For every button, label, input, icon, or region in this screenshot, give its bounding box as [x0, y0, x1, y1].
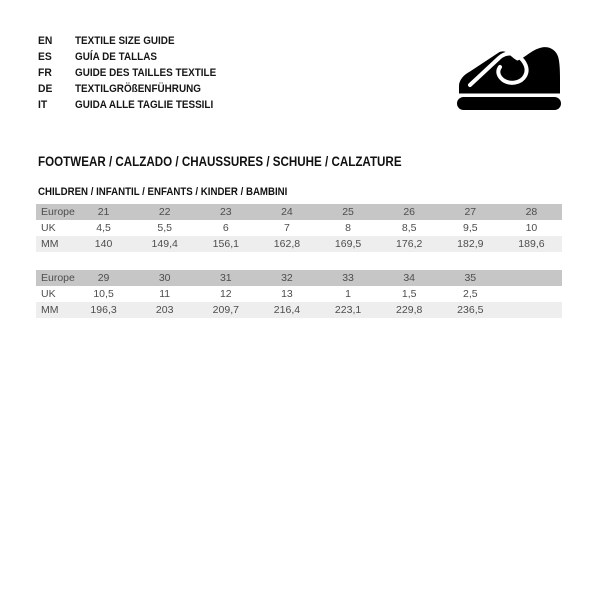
language-row-de — [38, 81, 232, 97]
size-cell: 8 — [318, 220, 379, 236]
size-cell: 209,7 — [195, 302, 256, 318]
size-cell: 25 — [318, 204, 379, 220]
size-cell: 1 — [318, 286, 379, 302]
language-row-en — [38, 33, 232, 49]
size-cell: 27 — [440, 204, 501, 220]
size-cell: 29 — [73, 270, 134, 286]
size-cell: 10,5 — [73, 286, 134, 302]
size-cell: 35 — [440, 270, 501, 286]
table-row-mm — [36, 302, 562, 318]
section-title: FOOTWEAR / CALZADO / CHAUSSURES / SCHUHE / CALZATURE — [38, 154, 402, 169]
size-cell: 10 — [501, 220, 562, 236]
size-cell: 26 — [379, 204, 440, 220]
table-row-uk — [36, 220, 562, 236]
size-cell: 140 — [73, 236, 134, 252]
size-cell: 236,5 — [440, 302, 501, 318]
language-title: GUÍA DE TALLAS — [75, 51, 157, 63]
row-label: MM — [36, 236, 73, 252]
size-cell: 11 — [134, 286, 195, 302]
language-row-fr — [38, 65, 232, 81]
size-cell: 5,5 — [134, 220, 195, 236]
size-cell: 30 — [134, 270, 195, 286]
size-cell: 169,5 — [318, 236, 379, 252]
size-cell: 31 — [195, 270, 256, 286]
table-row-mm — [36, 236, 562, 252]
size-cell: 8,5 — [379, 220, 440, 236]
size-cell: 1,5 — [379, 286, 440, 302]
size-cell: 216,4 — [256, 302, 317, 318]
table-row-uk — [36, 286, 562, 302]
language-code: EN — [38, 35, 53, 47]
size-cell: 223,1 — [318, 302, 379, 318]
children-size-table-2 — [36, 270, 562, 318]
size-cell: 24 — [256, 204, 317, 220]
size-cell — [501, 270, 562, 286]
language-row-es — [38, 49, 232, 65]
language-row-it — [38, 97, 232, 113]
language-title: GUIDA ALLE TAGLIE TESSILI — [75, 99, 214, 111]
children-shoe-icon — [456, 40, 562, 110]
row-label: UK — [36, 220, 73, 236]
size-cell — [501, 286, 562, 302]
language-title: TEXTILE SIZE GUIDE — [75, 35, 175, 47]
size-cell: 12 — [195, 286, 256, 302]
size-cell: 13 — [256, 286, 317, 302]
size-cell: 34 — [379, 270, 440, 286]
children-size-table-1 — [36, 204, 562, 252]
language-code: IT — [38, 99, 48, 111]
size-cell: 33 — [318, 270, 379, 286]
size-cell: 9,5 — [440, 220, 501, 236]
size-cell: 176,2 — [379, 236, 440, 252]
language-title: TEXTILGRÖßENFÜHRUNG — [75, 83, 201, 95]
language-title-list — [38, 33, 232, 113]
size-cell: 28 — [501, 204, 562, 220]
size-cell: 229,8 — [379, 302, 440, 318]
size-cell: 203 — [134, 302, 195, 318]
size-cell: 23 — [195, 204, 256, 220]
table-row-europe — [36, 270, 562, 286]
size-cell: 189,6 — [501, 236, 562, 252]
language-title: GUIDE DES TAILLES TEXTILE — [75, 67, 217, 79]
size-cell: 7 — [256, 220, 317, 236]
row-label: UK — [36, 286, 73, 302]
size-cell: 22 — [134, 204, 195, 220]
size-cell: 32 — [256, 270, 317, 286]
row-label: Europe — [36, 204, 73, 220]
language-code: DE — [38, 83, 53, 95]
row-label: MM — [36, 302, 73, 318]
language-code: ES — [38, 51, 52, 63]
size-cell: 156,1 — [195, 236, 256, 252]
size-cell: 182,9 — [440, 236, 501, 252]
size-cell — [501, 302, 562, 318]
size-cell: 196,3 — [73, 302, 134, 318]
language-code: FR — [38, 67, 52, 79]
size-cell: 149,4 — [134, 236, 195, 252]
table-row-europe — [36, 204, 562, 220]
size-cell: 4,5 — [73, 220, 134, 236]
size-cell: 2,5 — [440, 286, 501, 302]
section-subtitle: CHILDREN / INFANTIL / ENFANTS / KINDER / BAMBINI — [38, 186, 288, 198]
size-cell: 162,8 — [256, 236, 317, 252]
row-label: Europe — [36, 270, 73, 286]
size-cell: 6 — [195, 220, 256, 236]
size-cell: 21 — [73, 204, 134, 220]
